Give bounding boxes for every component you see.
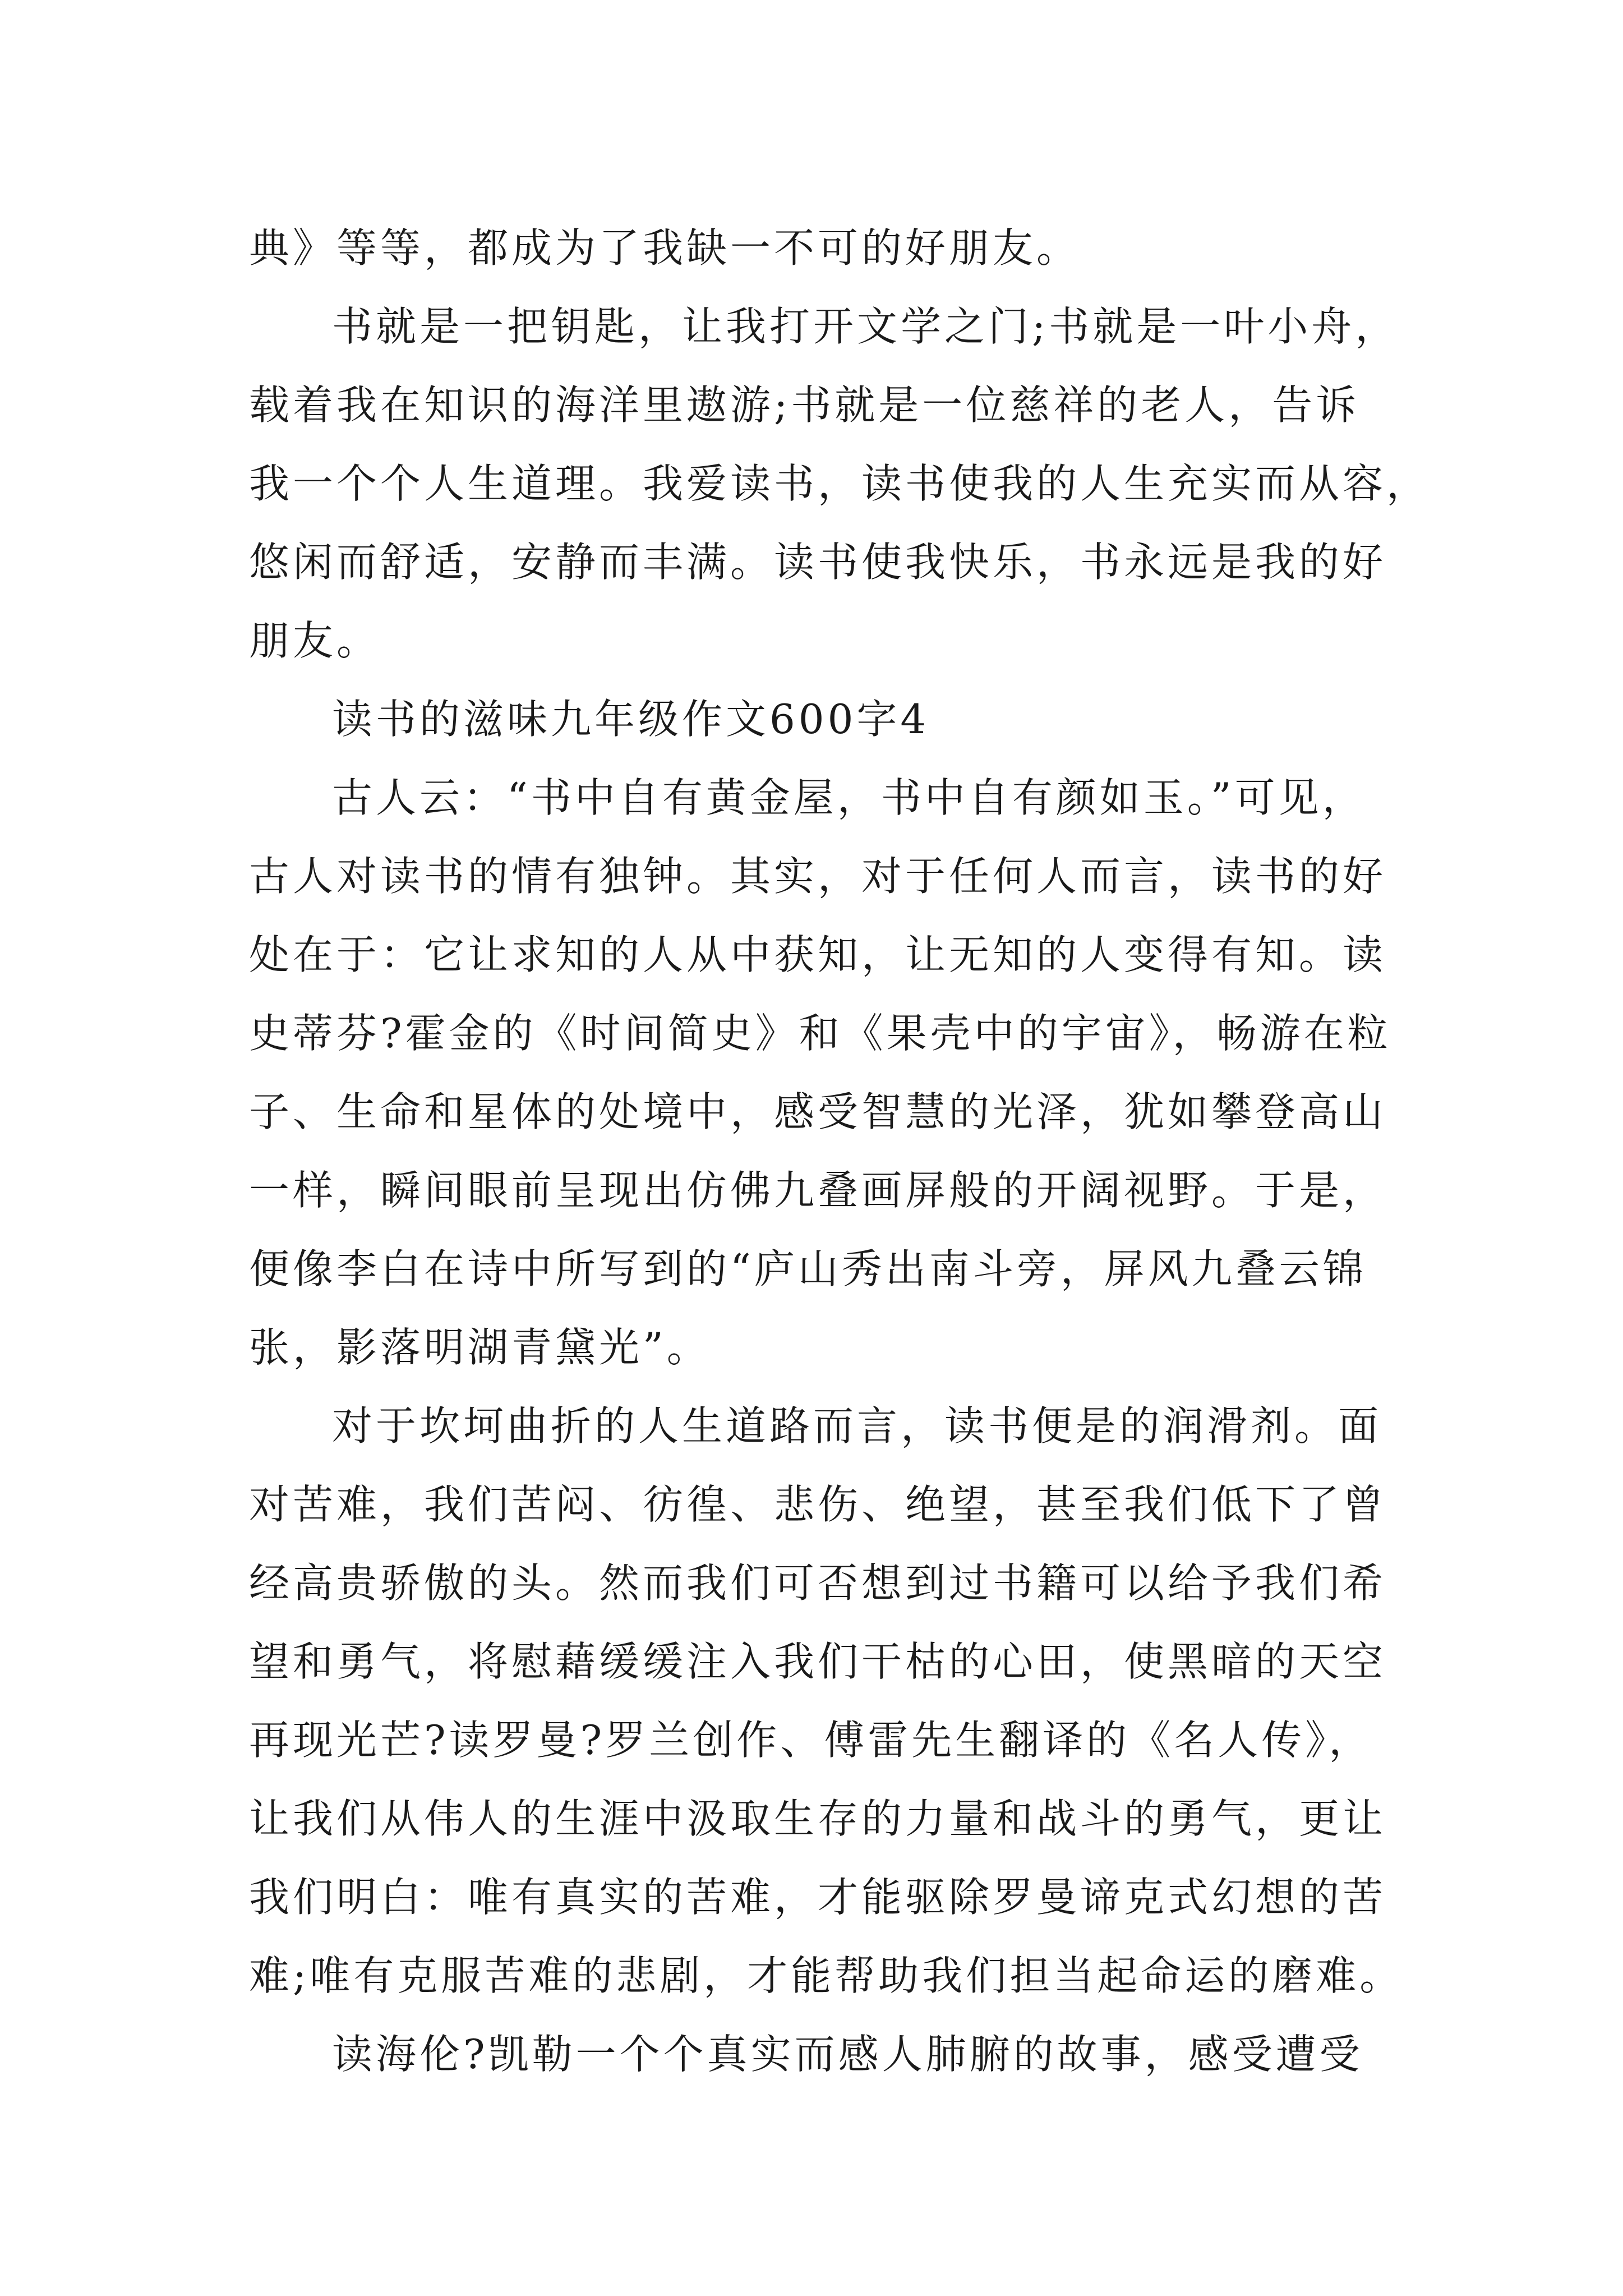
text-line: 便像李白在诗中所写到的“庐山秀出南斗旁，屏风九叠云锦 xyxy=(249,1245,1367,1292)
text-line: 古人对读书的情有独钟。其实，对于任何人而言，读书的好 xyxy=(249,853,1387,900)
heading-text: 读书的滋味九年级作文600字4 xyxy=(332,696,930,743)
text-line: 经高贵骄傲的头。然而我们可否想到过书籍可以给予我们希 xyxy=(249,1559,1387,1607)
text-line: 读海伦?凯勒一个个真实而感人肺腑的故事，感受遭受 xyxy=(332,2031,1363,2078)
text-line: 望和勇气，将慰藉缓缓注入我们干枯的心田，使黑暗的天空 xyxy=(249,1638,1387,1685)
paragraph xyxy=(249,2015,1393,2093)
text-line: 张，影落明湖青黛光”。 xyxy=(249,1324,711,1371)
text-line: 再现光芒?读罗曼?罗兰创作、傅雷先生翻译的《名人传》， xyxy=(249,1717,1373,1764)
text-line: 史蒂芬?霍金的《时间简史》和《果壳中的宇宙》，畅游在粒 xyxy=(249,1010,1391,1057)
text-line: 载着我在知识的海洋里遨游;书就是一位慈祥的老人，告诉 xyxy=(249,381,1360,429)
document-body xyxy=(249,209,1431,2093)
text-line: 古人云：“书中自有黄金屋，书中自有颜如玉。”可见， xyxy=(332,774,1366,821)
text-line: 一样，瞬间眼前呈现出仿佛九叠画屏般的开阔视野。于是， xyxy=(249,1167,1387,1214)
paragraph xyxy=(249,758,1393,1387)
text-line: 典》等等，都成为了我缺一不可的好朋友。 xyxy=(249,224,1081,272)
paragraph xyxy=(249,287,1431,680)
text-line: 我们明白：唯有真实的苦难，才能驱除罗曼谛克式幻想的苦 xyxy=(249,1874,1387,1921)
section-heading xyxy=(249,680,1393,758)
text-line: 子、生命和星体的处境中，感受智慧的光泽，犹如攀登高山 xyxy=(249,1088,1387,1135)
text-line: 书就是一把钥匙，让我打开文学之门;书就是一叶小舟， xyxy=(332,303,1399,350)
text-line: 悠闲而舒适，安静而丰满。读书使我快乐，书永远是我的好 xyxy=(249,539,1387,586)
text-line: 对于坎坷曲折的人生道路而言，读书便是的润滑剂。面 xyxy=(332,1402,1382,1450)
paragraph xyxy=(249,209,1393,287)
text-line: 难;唯有克服苦难的悲剧，才能帮助我们担当起命运的磨难。 xyxy=(249,1952,1404,1999)
text-line: 处在于：它让求知的人从中获知，让无知的人变得有知。读 xyxy=(249,931,1387,978)
paragraph xyxy=(249,1387,1404,2015)
text-line: 我一个个人生道理。我爱读书，读书使我的人生充实而从容， xyxy=(249,460,1431,507)
text-line: 让我们从伟人的生涯中汲取生存的力量和战斗的勇气，更让 xyxy=(249,1795,1387,1842)
text-line: 朋友。 xyxy=(249,617,381,664)
text-line: 对苦难，我们苦闷、彷徨、悲伤、绝望，甚至我们低下了曾 xyxy=(249,1481,1387,1528)
